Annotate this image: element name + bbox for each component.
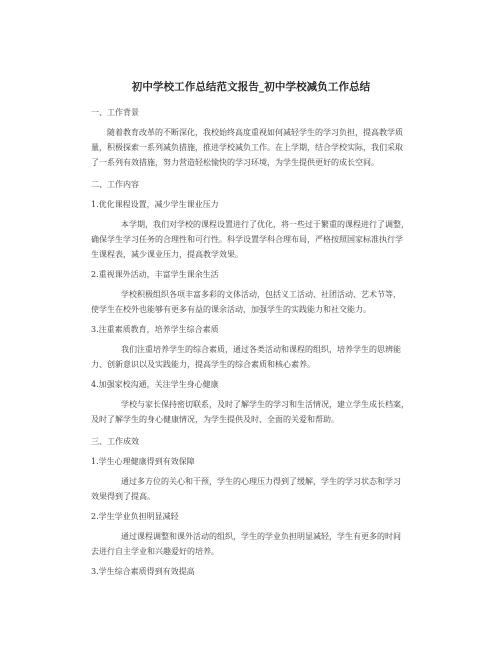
- paragraph-line: 生课程表，减少课业压力，提高教学效果。: [91, 250, 243, 259]
- paragraph-line: 了一系列有效措施，努力营造轻松愉快的学习环境，为学生提供更好的成长空间。: [91, 158, 379, 167]
- paragraph-line: 效果得到了提高。: [91, 492, 155, 501]
- section-heading: 二、工作内容: [91, 180, 139, 189]
- document-title: 初中学校工作总结范文报告_初中学校减负工作总结: [131, 81, 371, 93]
- paragraph-line: 及时了解学生的身心健康情况，为学生提供及时、全面的关爱和帮助。: [91, 415, 339, 424]
- paragraph-line: 学校与家长保持密切联系，及时了解学生的学习和生活情况，建立学生成长档案，: [121, 400, 409, 409]
- paragraph-line: 通过课程调整和课外活动的组织，学生的学业负担明显减轻，学生有更多的时间: [121, 532, 401, 541]
- paragraph-line: 确保学生学习任务的合理性和可行性。科学设置学科合理布局，严格按照国家标准执行学: [91, 235, 403, 244]
- subsection-heading: 2.重视课外活动，丰富学生课余生活: [91, 270, 219, 279]
- paragraph-line: 我们注重培养学生的综合素质，通过各类活动和课程的组织，培养学生的思辨能: [121, 345, 401, 354]
- subsection-heading: 3.注重素质教育，培养学生综合素质: [91, 325, 219, 334]
- paragraph-line: 量，积极探索一系列减负措施，推进学校减负工作。在上学期，结合学校实际，我们采取: [91, 143, 403, 152]
- paragraph-line: 去进行自主学业和兴趣爱好的培养。: [91, 547, 219, 556]
- subsection-heading: 2.学生学业负担明显减轻: [91, 512, 179, 521]
- subsection-heading: 3.学生综合素质得到有效提高: [91, 567, 195, 576]
- subsection-heading: 1.学生心理健康得到有效保障: [91, 457, 195, 466]
- section-heading: 一、工作背景: [91, 108, 139, 117]
- subsection-heading: 1.优化课程设置，减少学生课业压力: [91, 200, 219, 209]
- paragraph-line: 学校积极组织各项丰富多彩的文体活动，包括义工活动、社团活动、艺术节等，: [121, 290, 401, 299]
- paragraph-line: 随着教育改革的不断深化，我校始终高度重视如何减轻学生的学习负担，提高教学质: [107, 128, 403, 137]
- section-heading: 三、工作成效: [91, 437, 139, 446]
- paragraph-line: 使学生在校外也能够有更多有益的课余活动，加强学生的实践能力和社交能力。: [91, 305, 371, 314]
- paragraph-line: 通过多方位的关心和干预，学生的心理压力得到了缓解，学生的学习状态和学习: [121, 477, 401, 486]
- paragraph-line: 本学期，我们对学校的课程设置进行了优化，将一些过于繁重的课程进行了调整，: [121, 220, 409, 229]
- paragraph-line: 力、创新意识以及实践能力，提高学生的综合素质和核心素养。: [91, 360, 315, 369]
- subsection-heading: 4.加强家校沟通，关注学生身心健康: [91, 380, 219, 389]
